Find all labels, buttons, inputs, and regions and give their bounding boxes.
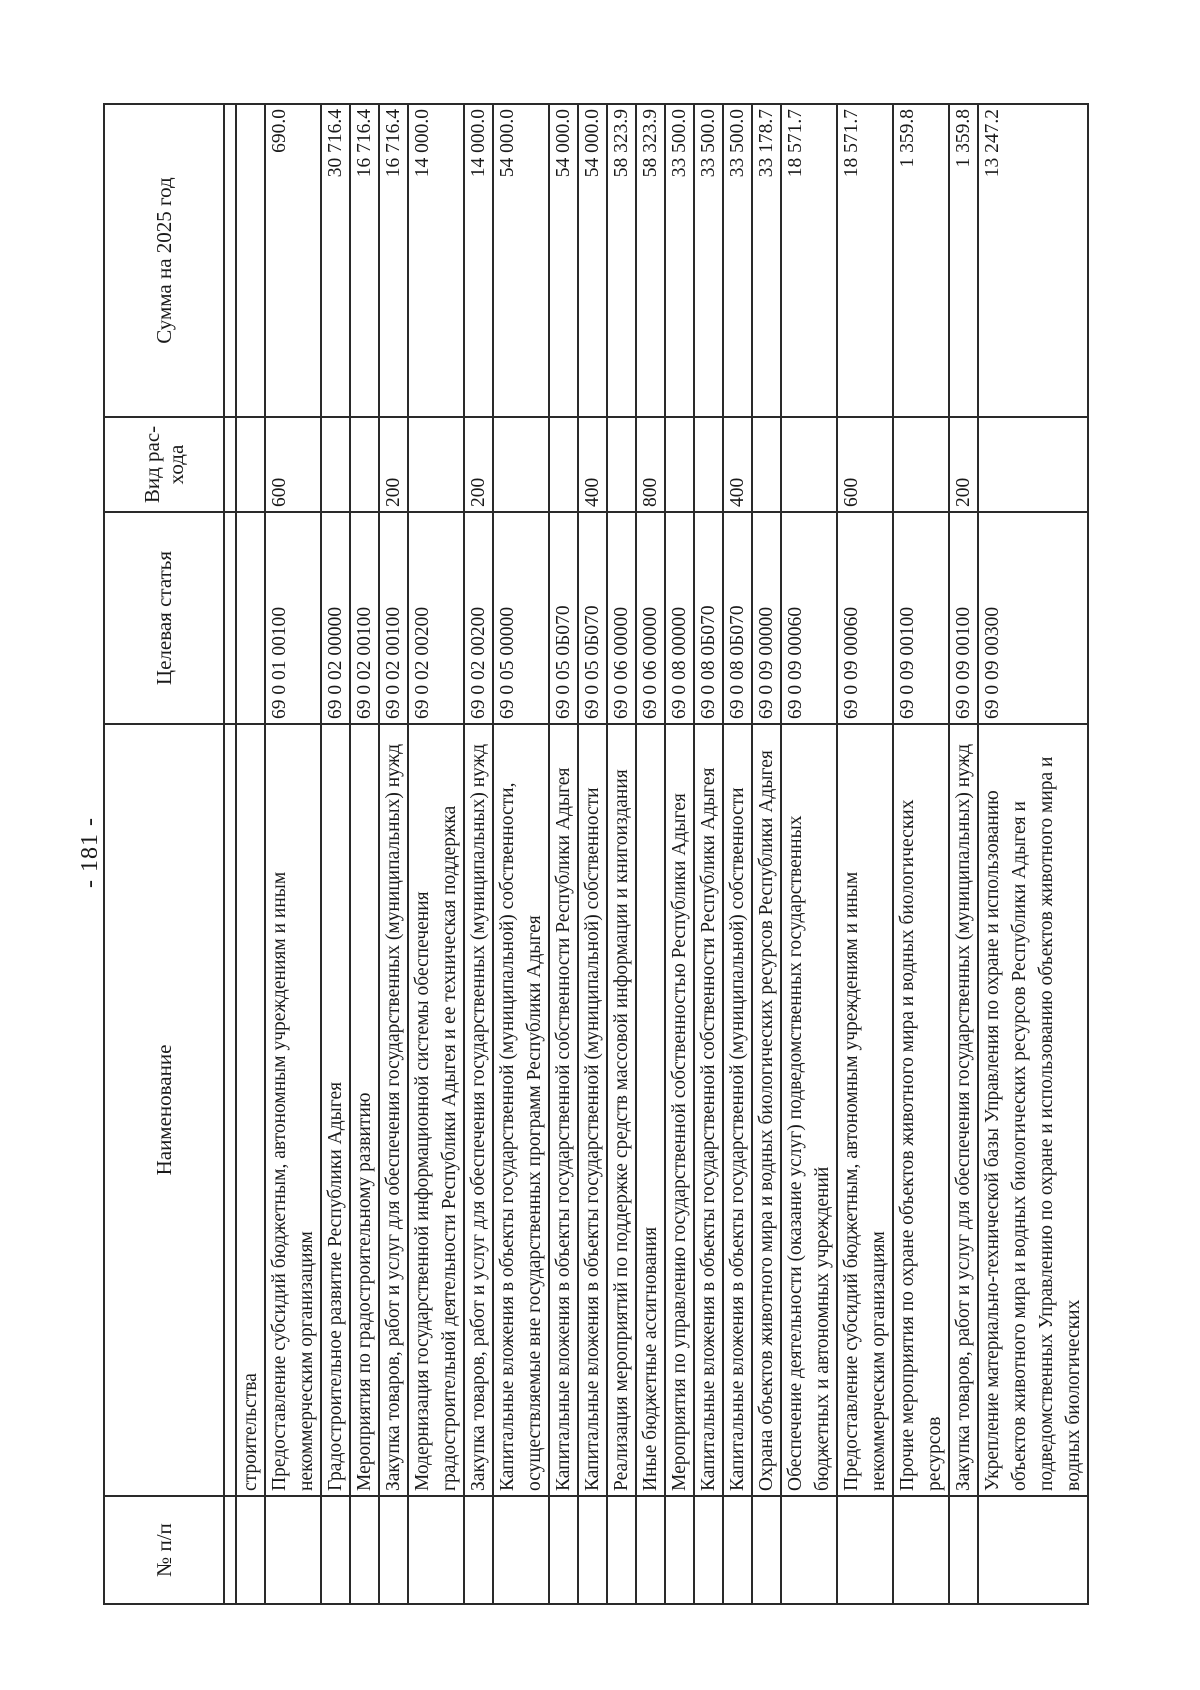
header-num: № п/п [104, 1496, 224, 1604]
row-name-cell: строительства [236, 724, 265, 1496]
row-name-cell: Капитальные вложения в объекты государственной собственности Республики Адыгея [549, 724, 578, 1496]
row-name-cell: Предоставление субсидий бюджетным, автономным учреждениям и иным некоммерческим организациям [265, 724, 321, 1496]
row-num-cell [665, 1496, 694, 1604]
header-type: Вид рас- хода [104, 417, 224, 512]
row-num-cell [636, 1496, 665, 1604]
table-row [665, 104, 694, 1604]
row-code-cell [236, 512, 265, 724]
row-num-cell [949, 1496, 978, 1604]
table-row [694, 104, 723, 1604]
row-code-cell: 69 0 09 00000 [752, 512, 781, 724]
row-sum-cell: 54 000.0 [578, 104, 607, 417]
row-sum-cell: 33 178.7 [752, 104, 781, 417]
row-num-cell [893, 1496, 949, 1604]
spacer-cell [224, 104, 236, 417]
row-sum-cell: 30 716.4 [321, 104, 350, 417]
row-sum-cell: 1 359.8 [949, 104, 978, 417]
row-num-cell [752, 1496, 781, 1604]
row-num-cell [379, 1496, 408, 1604]
row-code-cell: 69 0 08 0Б070 [694, 512, 723, 724]
table-row [493, 104, 549, 1604]
row-code-cell: 69 0 01 00100 [265, 512, 321, 724]
table-row [578, 104, 607, 1604]
header-sum: Сумма на 2025 год [104, 104, 224, 417]
table-row [607, 104, 636, 1604]
row-type-cell: 200 [379, 417, 408, 512]
table-body [224, 104, 1088, 1604]
row-code-cell: 69 0 09 00100 [949, 512, 978, 724]
row-sum-cell: 54 000.0 [493, 104, 549, 417]
row-code-cell: 69 0 05 0Б070 [578, 512, 607, 724]
row-sum-cell: 33 500.0 [665, 104, 694, 417]
row-num-cell [549, 1496, 578, 1604]
row-num-cell [607, 1496, 636, 1604]
row-type-cell: 600 [837, 417, 893, 512]
table-row [978, 104, 1088, 1604]
table-row [236, 104, 265, 1604]
row-code-cell: 69 0 06 00000 [636, 512, 665, 724]
row-code-cell: 69 0 06 00000 [607, 512, 636, 724]
table-row [781, 104, 837, 1604]
row-name-cell: Градостроительное развитие Республики Адыгея [321, 724, 350, 1496]
row-type-cell [321, 417, 350, 512]
row-name-cell: Капитальные вложения в объекты государственной (муниципальной) собственности, осуществляемые вне государственных программ Республики Адыгея [493, 724, 549, 1496]
row-sum-cell: 33 500.0 [694, 104, 723, 417]
row-name-cell: Закупка товаров, работ и услуг для обеспечения государственных (муниципальных) нужд [949, 724, 978, 1496]
row-type-cell [694, 417, 723, 512]
row-num-cell [723, 1496, 752, 1604]
spacer-cell [224, 417, 236, 512]
row-num-cell [464, 1496, 493, 1604]
row-type-cell [752, 417, 781, 512]
row-name-cell: Капитальные вложения в объекты государственной (муниципальной) собственности [723, 724, 752, 1496]
row-num-cell [493, 1496, 549, 1604]
row-num-cell [408, 1496, 464, 1604]
table-row [549, 104, 578, 1604]
row-code-cell: 69 0 08 0Б070 [723, 512, 752, 724]
row-sum-cell [236, 104, 265, 417]
table-row [265, 104, 321, 1604]
row-sum-cell: 690.0 [265, 104, 321, 417]
row-type-cell: 800 [636, 417, 665, 512]
row-num-cell [350, 1496, 379, 1604]
row-num-cell [321, 1496, 350, 1604]
row-code-cell: 69 0 02 00100 [379, 512, 408, 724]
row-num-cell [781, 1496, 837, 1604]
row-type-cell: 600 [265, 417, 321, 512]
row-sum-cell: 33 500.0 [723, 104, 752, 417]
rotated-page [75, 100, 1125, 1605]
row-code-cell: 69 0 09 00060 [837, 512, 893, 724]
spacer-cell [224, 512, 236, 724]
row-code-cell: 69 0 05 0Б070 [549, 512, 578, 724]
row-code-cell: 69 0 02 00000 [321, 512, 350, 724]
row-type-cell: 400 [723, 417, 752, 512]
spacer-cell [224, 1496, 236, 1604]
row-name-cell: Капитальные вложения в объекты государственной собственности Республики Адыгея [694, 724, 723, 1496]
row-type-cell [493, 417, 549, 512]
row-code-cell: 69 0 08 00000 [665, 512, 694, 724]
header-code: Целевая статья [104, 512, 224, 724]
row-name-cell: Закупка товаров, работ и услуг для обеспечения государственных (муниципальных) нужд [464, 724, 493, 1496]
row-sum-cell: 16 716.4 [350, 104, 379, 417]
row-sum-cell: 18 571.7 [837, 104, 893, 417]
row-num-cell [694, 1496, 723, 1604]
table-row [723, 104, 752, 1604]
row-type-cell [549, 417, 578, 512]
row-type-cell [978, 417, 1088, 512]
row-type-cell [607, 417, 636, 512]
row-type-cell [408, 417, 464, 512]
row-type-cell [781, 417, 837, 512]
row-name-cell: Мероприятия по управлению государственной собственностью Республики Адыгея [665, 724, 694, 1496]
row-num-cell [978, 1496, 1088, 1604]
table-row [321, 104, 350, 1604]
row-sum-cell: 1 359.8 [893, 104, 949, 417]
row-num-cell [236, 1496, 265, 1604]
page-number: - 181 - [77, 817, 103, 888]
row-name-cell: Прочие мероприятия по охране объектов животного мира и водных биологических ресурсов [893, 724, 949, 1496]
table-row [949, 104, 978, 1604]
row-code-cell: 69 0 02 00100 [350, 512, 379, 724]
row-num-cell [578, 1496, 607, 1604]
row-type-cell [893, 417, 949, 512]
row-name-cell: Иные бюджетные ассигнования [636, 724, 665, 1496]
row-sum-cell: 14 000.0 [464, 104, 493, 417]
row-num-cell [837, 1496, 893, 1604]
header-name: Наименование [104, 724, 224, 1496]
row-name-cell: Модернизация государственной информационной системы обеспечения градостроительной деятельности Республики Адыгея и ее техническая поддержка [408, 724, 464, 1496]
row-code-cell: 69 0 02 00200 [408, 512, 464, 724]
row-name-cell: Капитальные вложения в объекты государственной (муниципальной) собственности [578, 724, 607, 1496]
row-name-cell: Укрепление материально-технической базы Управления по охране и использованию объектов животного мира и водных биологических ресурсов Республики Адыгея и подведомственных Управлению по охране и использованию объектов животного мира и водных биологических [978, 724, 1088, 1496]
budget-table [103, 103, 1089, 1605]
row-code-cell: 69 0 09 00060 [781, 512, 837, 724]
row-name-cell: Обеспечение деятельности (оказание услуг) подведомственных государственных бюджетных и автономных учреждений [781, 724, 837, 1496]
row-sum-cell: 14 000.0 [408, 104, 464, 417]
row-type-cell: 400 [578, 417, 607, 512]
row-sum-cell: 18 571.7 [781, 104, 837, 417]
table-row [408, 104, 464, 1604]
row-type-cell [236, 417, 265, 512]
row-name-cell: Предоставление субсидий бюджетным, автономным учреждениям и иным некоммерческим организациям [837, 724, 893, 1496]
row-code-cell: 69 0 09 00100 [893, 512, 949, 724]
row-code-cell: 69 0 05 00000 [493, 512, 549, 724]
spacer-cell [224, 724, 236, 1496]
row-type-cell [665, 417, 694, 512]
row-name-cell: Охрана объектов животного мира и водных биологических ресурсов Республики Адыгея [752, 724, 781, 1496]
row-sum-cell: 16 716.4 [379, 104, 408, 417]
table-header-row [104, 104, 224, 1604]
table-row [636, 104, 665, 1604]
row-sum-cell: 58 323.9 [636, 104, 665, 417]
table-row [350, 104, 379, 1604]
row-code-cell: 69 0 09 00300 [978, 512, 1088, 724]
row-code-cell: 69 0 02 00200 [464, 512, 493, 724]
row-num-cell [265, 1496, 321, 1604]
row-name-cell: Реализация мероприятий по поддержке средств массовой информации и книгоиздания [607, 724, 636, 1496]
table-row [379, 104, 408, 1604]
table-spacer-row [224, 104, 236, 1604]
table-row [464, 104, 493, 1604]
row-type-cell [350, 417, 379, 512]
table-row [893, 104, 949, 1604]
row-sum-cell: 54 000.0 [549, 104, 578, 417]
row-sum-cell: 58 323.9 [607, 104, 636, 417]
table-row [837, 104, 893, 1604]
row-name-cell: Закупка товаров, работ и услуг для обеспечения государственных (муниципальных) нужд [379, 724, 408, 1496]
row-type-cell: 200 [949, 417, 978, 512]
table-row [752, 104, 781, 1604]
row-type-cell: 200 [464, 417, 493, 512]
row-name-cell: Мероприятия по градостроительному развитию [350, 724, 379, 1496]
row-sum-cell: 13 247.2 [978, 104, 1088, 417]
